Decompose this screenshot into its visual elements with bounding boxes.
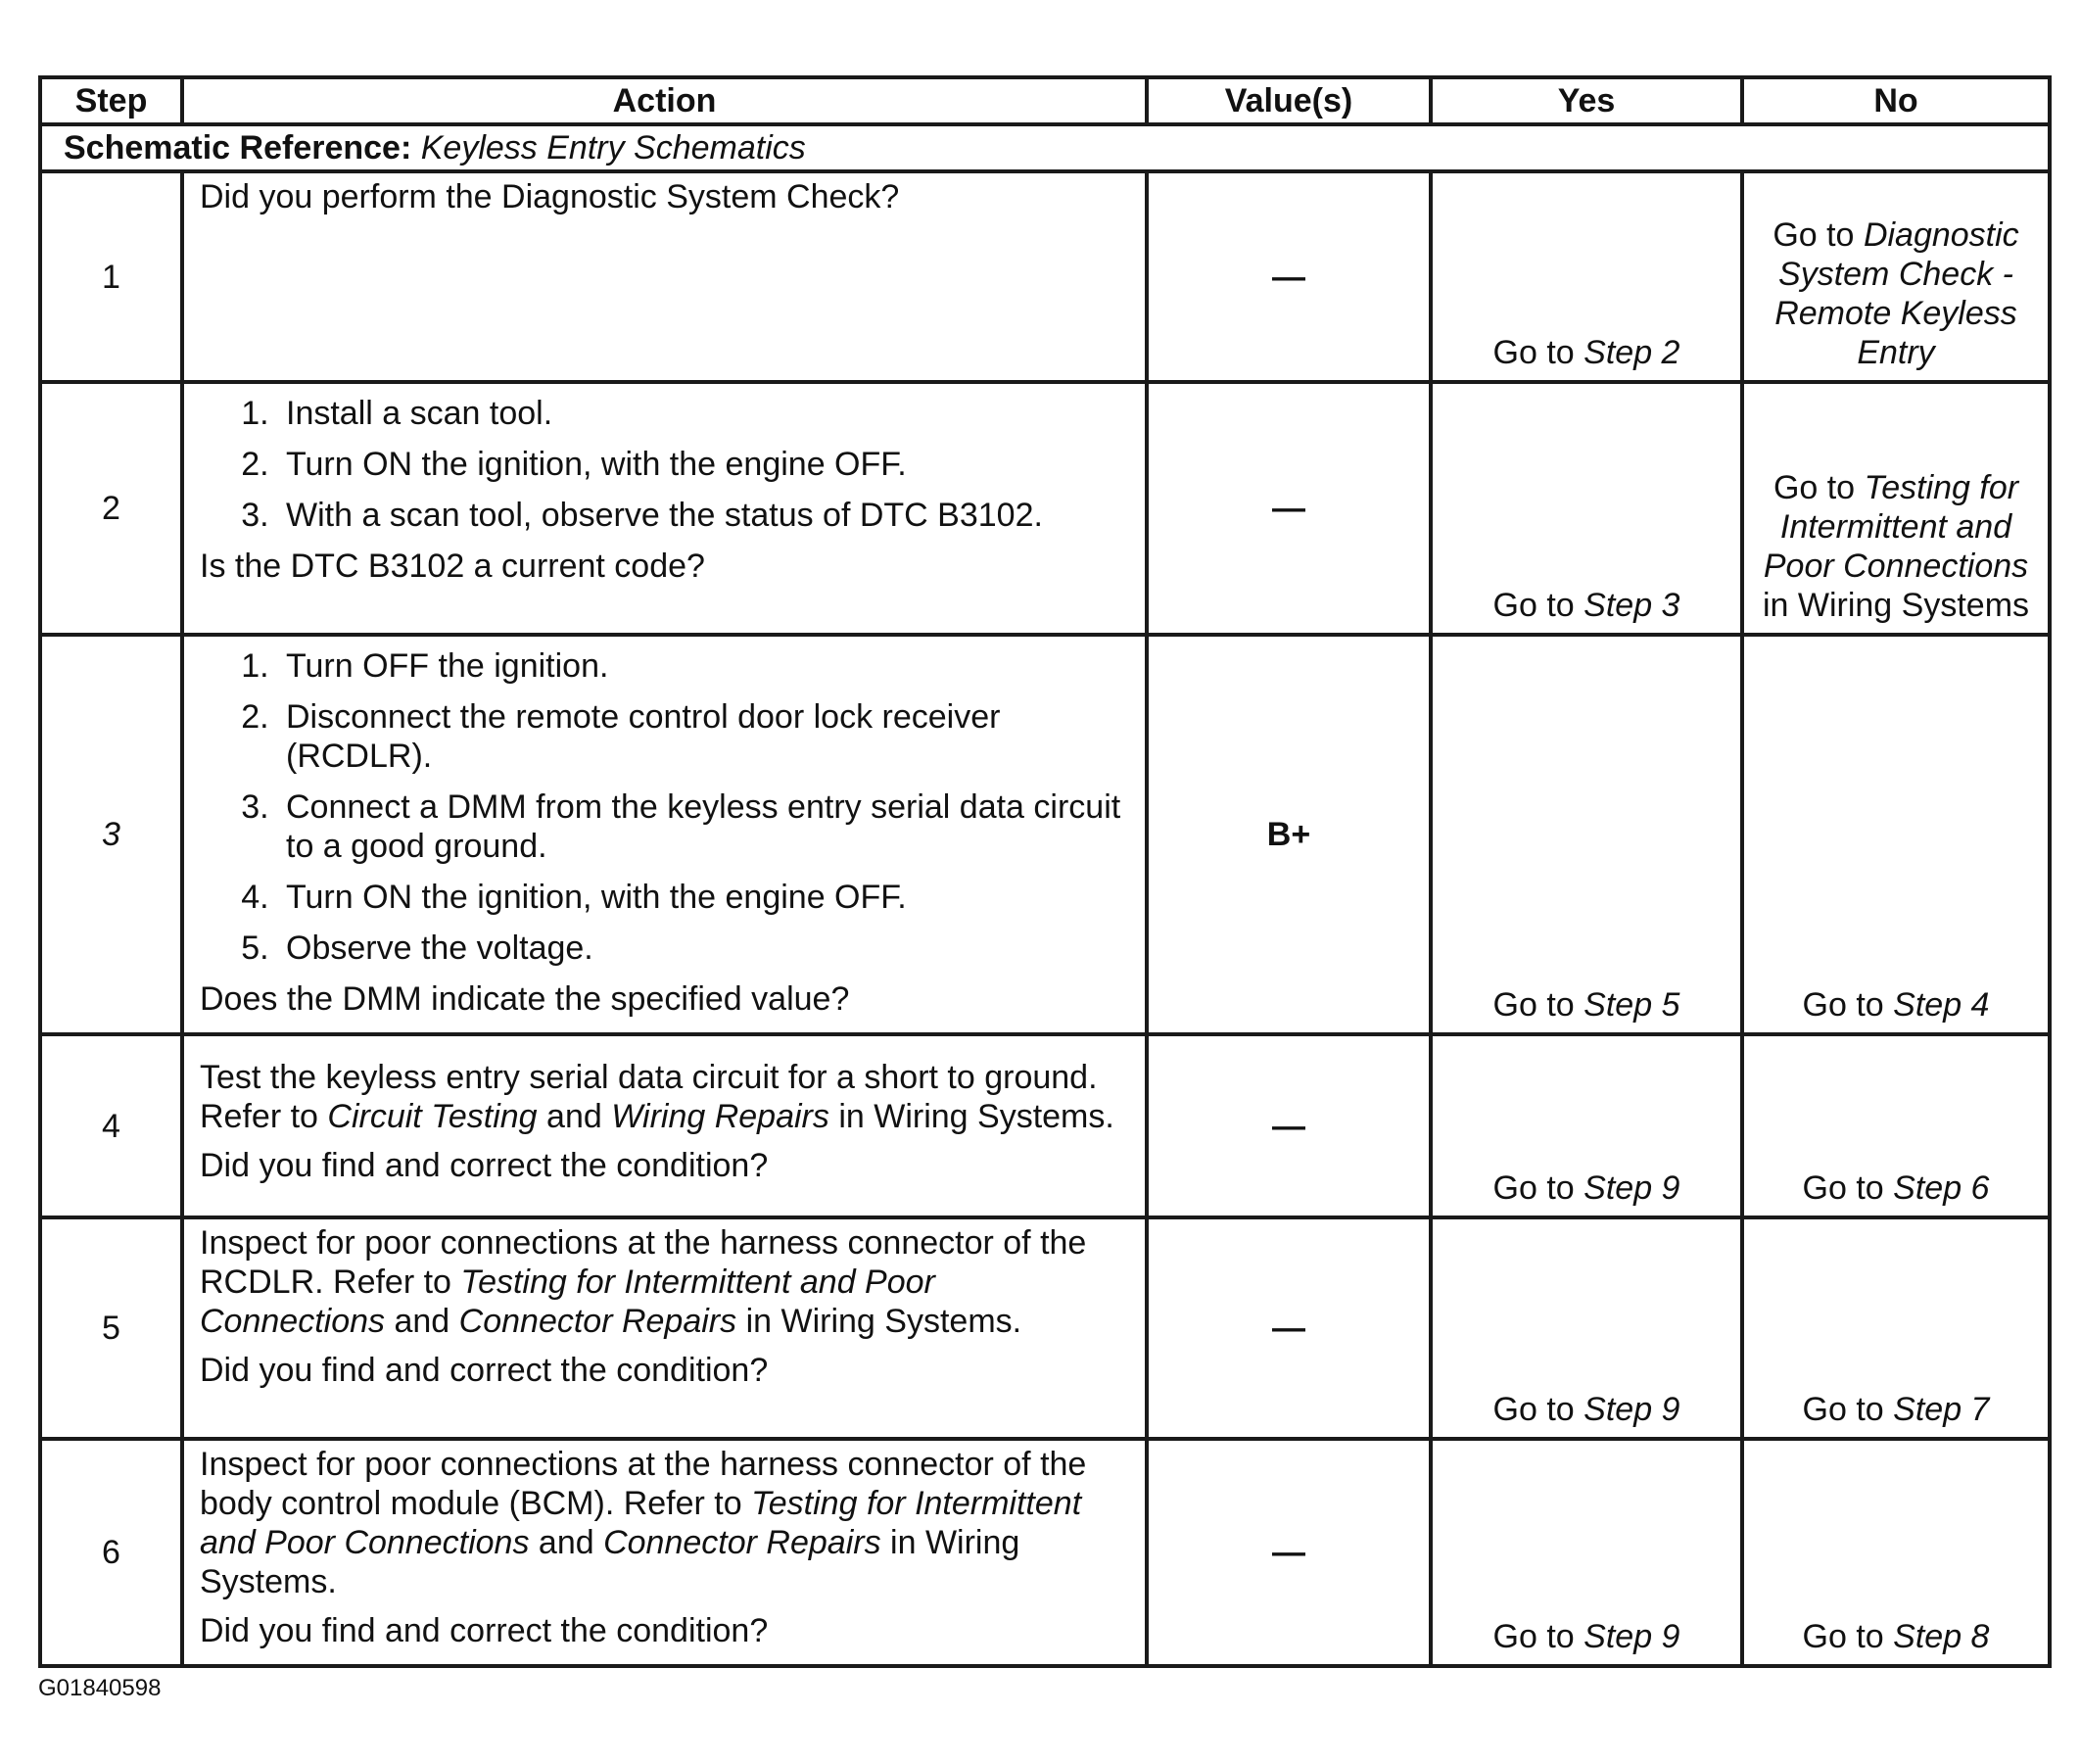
action-item: 4. Turn ON the ignition, with the engine OFF. — [278, 878, 1129, 917]
action-question: Did you perform the Diagnostic System Check? — [200, 178, 900, 215]
action-question: Did you find and correct the condition? — [200, 1352, 769, 1389]
value-cell: — — [1147, 1034, 1431, 1217]
no-link[interactable]: Testing for Intermittent and Poor Connections — [1763, 469, 2029, 585]
value-cell: — — [1147, 171, 1431, 382]
action-text-part: and — [538, 1524, 594, 1561]
action-item: 1. Turn OFF the ignition. — [278, 646, 1129, 686]
value-cell: — — [1147, 382, 1431, 635]
yes-cell — [1431, 1034, 1742, 1217]
no-cell — [1742, 1034, 2050, 1217]
no-prefix: Go to — [1802, 1391, 1884, 1428]
yes-link[interactable]: Step 9 — [1584, 1618, 1680, 1655]
step-number: 3 — [40, 635, 182, 1034]
table-row-step-3 — [40, 635, 2050, 1034]
yes-cell — [1431, 1439, 1742, 1666]
action-text — [200, 1223, 1129, 1341]
action-text-part: and — [546, 1097, 602, 1135]
header-step: Step — [40, 77, 182, 124]
table-row-step-1 — [40, 171, 2050, 382]
no-prefix: Go to — [1802, 1618, 1884, 1655]
no-cell — [1742, 635, 2050, 1034]
yes-link[interactable]: Step 3 — [1584, 587, 1680, 624]
header-row — [40, 77, 2050, 124]
action-question: Did you find and correct the condition? — [200, 1612, 769, 1649]
yes-link[interactable]: Step 9 — [1584, 1169, 1680, 1207]
no-prefix: Go to — [1773, 216, 1855, 254]
header-action: Action — [182, 77, 1147, 124]
action-link[interactable]: Connector Repairs — [458, 1303, 737, 1340]
value-cell: — — [1147, 1217, 1431, 1439]
no-prefix: Go to — [1802, 1169, 1884, 1207]
value-cell: — — [1147, 1439, 1431, 1666]
schematic-reference-row — [40, 124, 2050, 171]
no-link[interactable]: Step 4 — [1893, 986, 1990, 1024]
no-link[interactable]: Step 8 — [1893, 1618, 1990, 1655]
schematic-label: Schematic Reference: — [64, 129, 412, 167]
yes-link[interactable]: Step 9 — [1584, 1391, 1680, 1428]
action-cell — [182, 1439, 1147, 1666]
value-cell: B+ — [1147, 635, 1431, 1034]
action-text — [200, 1445, 1129, 1601]
step-number: 5 — [40, 1217, 182, 1439]
no-cell — [1742, 382, 2050, 635]
no-cell — [1742, 1217, 2050, 1439]
action-cell — [182, 1217, 1147, 1439]
action-list — [200, 646, 1129, 968]
step-number: 1 — [40, 171, 182, 382]
yes-prefix: Go to — [1492, 587, 1575, 624]
action-text-part: Test the keyless entry serial data circuit for a short to ground. Refer to — [200, 1058, 1098, 1135]
action-cell — [182, 635, 1147, 1034]
step-number: 6 — [40, 1439, 182, 1666]
action-text-part: and — [394, 1303, 450, 1340]
action-item: 2. Turn ON the ignition, with the engine OFF. — [278, 445, 1129, 484]
action-item: 5. Observe the voltage. — [278, 929, 1129, 968]
no-link[interactable]: Step 7 — [1893, 1391, 1990, 1428]
no-cell — [1742, 1439, 2050, 1666]
yes-prefix: Go to — [1492, 334, 1575, 371]
action-text-part: Inspect for poor connections at the harness connector of the RCDLR. Refer to — [200, 1224, 1087, 1301]
action-cell — [182, 1034, 1147, 1217]
schematic-reference — [40, 124, 2050, 171]
yes-cell — [1431, 382, 1742, 635]
action-item: 2. Disconnect the remote control door lock receiver (RCDLR). — [278, 697, 1129, 776]
step-number: 2 — [40, 382, 182, 635]
table-row-step-4 — [40, 1034, 2050, 1217]
no-link[interactable]: Step 6 — [1893, 1169, 1990, 1207]
yes-link[interactable]: Step 2 — [1584, 334, 1680, 371]
step-number: 4 — [40, 1034, 182, 1217]
action-text-part: in Wiring Systems. — [745, 1303, 1022, 1340]
yes-cell — [1431, 1217, 1742, 1439]
action-text-part: in Wiring Systems. — [200, 1524, 1020, 1600]
action-text — [200, 1058, 1129, 1136]
header-yes: Yes — [1431, 77, 1742, 124]
action-link[interactable]: Circuit Testing — [327, 1097, 538, 1135]
no-prefix: Go to — [1773, 469, 1856, 506]
yes-prefix: Go to — [1492, 986, 1575, 1024]
action-link[interactable]: Wiring Repairs — [611, 1097, 829, 1135]
action-link[interactable]: Testing for Intermittent and Poor Connections — [200, 1263, 935, 1340]
action-cell — [182, 382, 1147, 635]
action-item: 3. Connect a DMM from the keyless entry serial data circuit to a good ground. — [278, 787, 1129, 866]
action-link[interactable]: Connector Repairs — [603, 1524, 881, 1561]
schematic-link[interactable]: Keyless Entry Schematics — [420, 129, 806, 167]
action-question: Did you find and correct the condition? — [200, 1146, 769, 1184]
action-text-part: Inspect for poor connections at the harness connector of the body control module (BCM). Refer to — [200, 1446, 1087, 1522]
table-row-step-5 — [40, 1217, 2050, 1439]
header-no: No — [1742, 77, 2050, 124]
yes-cell — [1431, 635, 1742, 1034]
yes-link[interactable]: Step 5 — [1584, 986, 1680, 1024]
action-question: Does the DMM indicate the specified value? — [200, 980, 850, 1018]
no-prefix: Go to — [1802, 986, 1884, 1024]
table-row-step-6 — [40, 1439, 2050, 1666]
yes-prefix: Go to — [1492, 1618, 1575, 1655]
action-item: 3. With a scan tool, observe the status of DTC B3102. — [278, 496, 1129, 535]
action-question: Is the DTC B3102 a current code? — [200, 548, 705, 585]
action-link[interactable]: Testing for Intermittent and Poor Connections — [200, 1485, 1082, 1561]
action-item: 1. Install a scan tool. — [278, 394, 1129, 433]
no-link[interactable]: Diagnostic System Check - Remote Keyless Entry — [1774, 216, 2019, 371]
action-cell — [182, 171, 1147, 382]
action-list — [200, 394, 1129, 535]
yes-prefix: Go to — [1492, 1169, 1575, 1207]
no-suffix: in Wiring Systems — [1762, 587, 2030, 624]
yes-prefix: Go to — [1492, 1391, 1575, 1428]
table-row-step-2 — [40, 382, 2050, 635]
header-values: Value(s) — [1147, 77, 1431, 124]
no-cell — [1742, 171, 2050, 382]
action-text-part: in Wiring Systems. — [838, 1097, 1114, 1135]
yes-cell — [1431, 171, 1742, 382]
figure-id: G01840598 — [38, 1675, 162, 1701]
diagnostic-table — [38, 75, 2052, 1668]
